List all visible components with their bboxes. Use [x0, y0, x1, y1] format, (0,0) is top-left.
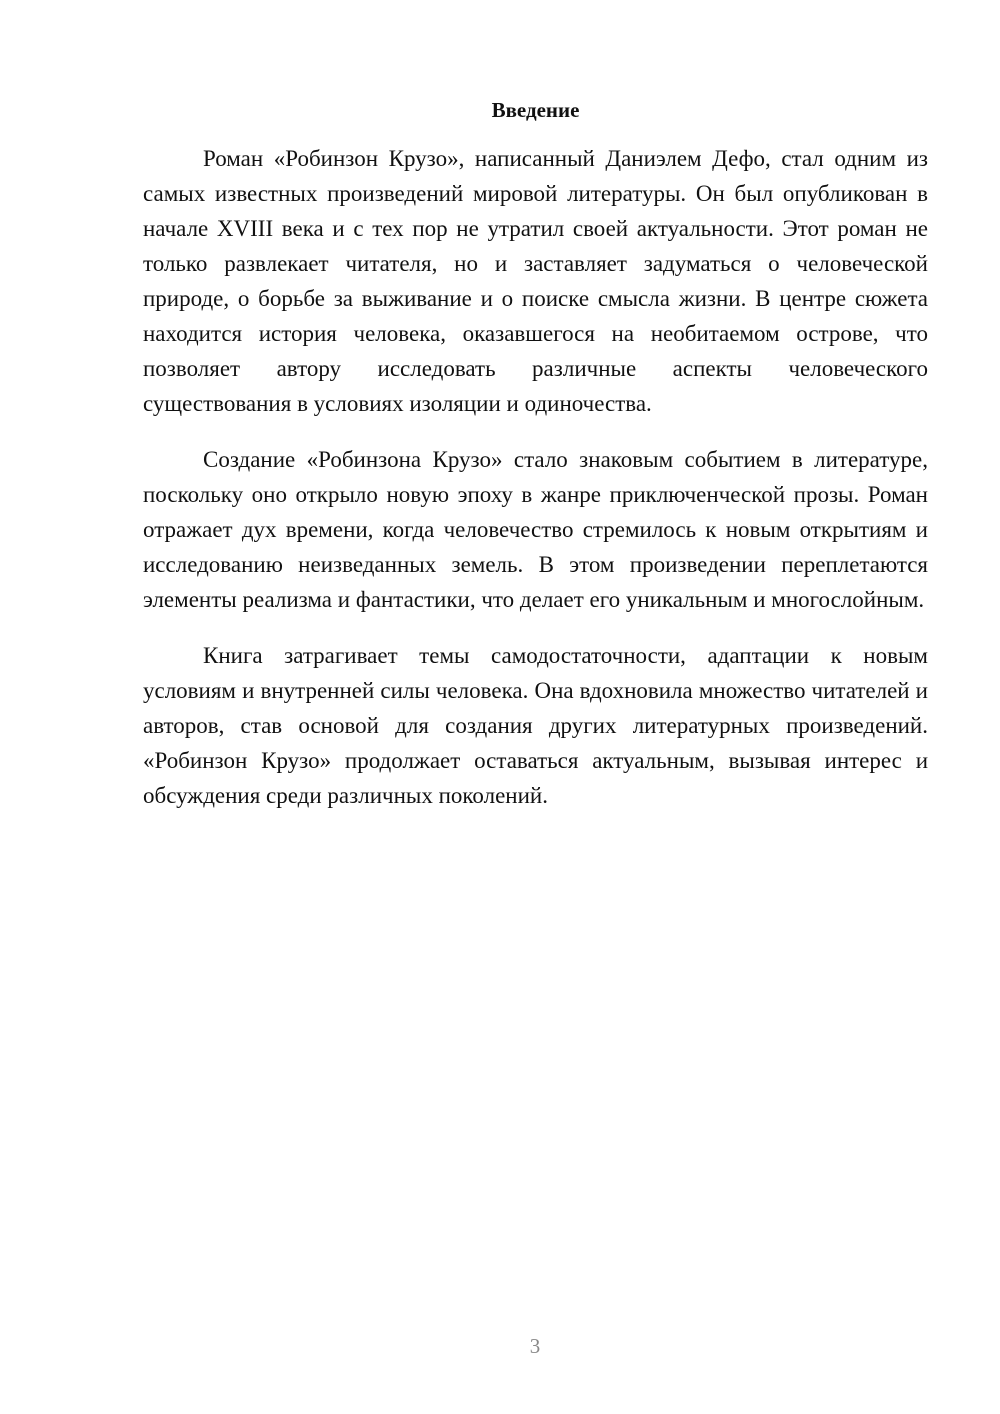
- paragraph-3: Книга затрагивает темы самодостаточности, адаптации к новым условиям и внутренней силы человека. Она вдохновила множество читателей и авторов, став основой для создания других литературных произведений. «Робинзон Крузо» продолжает оставаться актуальным, вызывая интерес и обсуждения среди различных поколений.: [143, 643, 928, 808]
- paragraph-1: Роман «Робинзон Крузо», написанный Даниэлем Дефо, стал одним из самых известных произведений мировой литературы. Он был опубликован в начале XVIII века и с тех пор не утратил своей актуальности. Этот роман не только развлекает читателя, но и заставляет задуматься о человеческой природе, о борьбе за выживание и о поиске смысла жизни. В центре сюжета находится история человека, оказавшегося на необитаемом острове, что позволяет автору исследовать различные аспекты человеческого существования в условиях изоляции и одиночества.: [143, 146, 928, 416]
- paragraph-2: Создание «Робинзона Крузо» стало знаковым событием в литературе, поскольку оно открыло новую эпоху в жанре приключенческой прозы. Роман отражает дух времени, когда человечество стремилось к новым открытиям и исследованию неизведанных земель. В этом произведении переплетаются элементы реализма и фантастики, что делает его уникальным и многослойным.: [143, 447, 928, 612]
- page-body: [143, 98, 928, 813]
- section-title: Введение: [491, 98, 580, 122]
- page-number: 3: [529, 1334, 541, 1358]
